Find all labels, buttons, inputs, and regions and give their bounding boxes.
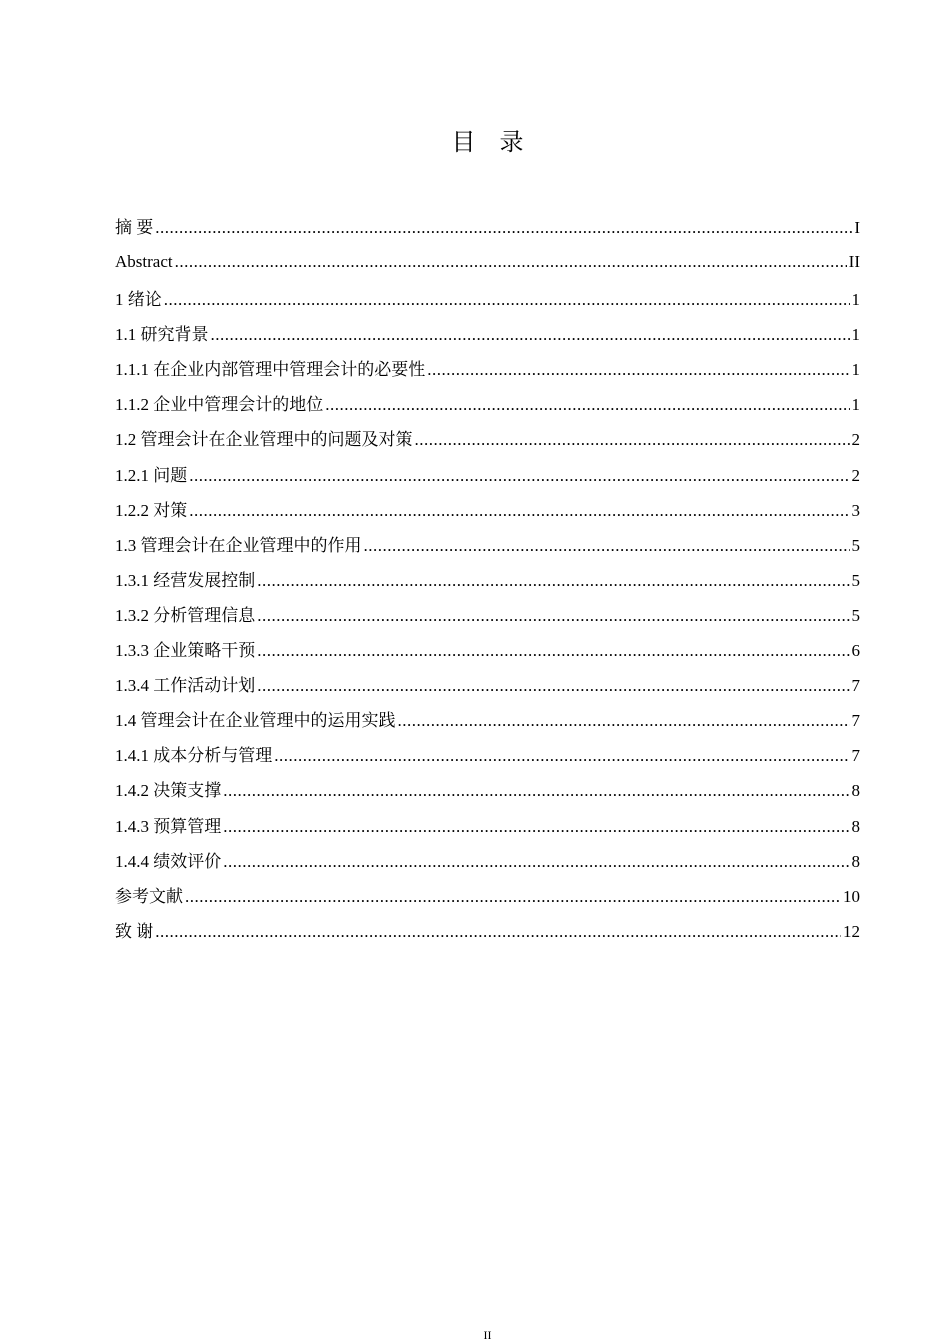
toc-entry-label: 1.3 管理会计在企业管理中的作用 (115, 535, 362, 555)
toc-entry[interactable] (115, 355, 860, 379)
toc-entry-page: 3 (851, 500, 860, 520)
toc-entry-page: 1 (851, 395, 860, 415)
toc-entry-page: 5 (851, 570, 860, 590)
dot-leader (257, 571, 849, 590)
toc-entry-page: 8 (851, 851, 860, 871)
toc-entry[interactable] (115, 320, 860, 344)
dot-leader (155, 218, 852, 237)
dot-leader (155, 922, 841, 941)
toc-entry-page: 2 (851, 430, 860, 450)
dot-leader (415, 430, 850, 449)
toc-entry-page: 12 (843, 921, 860, 941)
toc-entry[interactable] (115, 741, 860, 765)
toc-entry-label: 1.1 研究背景 (115, 325, 209, 345)
toc-entry-page: 10 (843, 886, 860, 906)
toc-entry-page: II (848, 252, 860, 271)
toc-entry[interactable] (115, 601, 860, 625)
toc-entry-label: 1.4.3 预算管理 (115, 816, 222, 836)
toc-entry[interactable] (115, 566, 860, 590)
toc-entry-page: 1 (851, 325, 860, 345)
toc-entry-label: 参考文献 (115, 886, 183, 906)
dot-leader (274, 746, 849, 765)
toc-entry-label: 1.1.1 在企业内部管理中管理会计的必要性 (115, 360, 426, 380)
toc-entry-label: 1.4.4 绩效评价 (115, 851, 222, 871)
dot-leader (211, 325, 850, 344)
toc-entry-label: 1.2 管理会计在企业管理中的问题及对策 (115, 430, 413, 450)
toc-entry[interactable] (115, 706, 860, 730)
toc-entry[interactable] (115, 252, 860, 276)
toc-entry-page: 6 (851, 641, 860, 660)
dot-leader (223, 852, 849, 871)
toc-entry-page: 5 (851, 535, 860, 555)
toc-entry-label: Abstract (115, 252, 173, 271)
toc-entry-page: I (854, 218, 860, 237)
toc-entry-label: 1.4.1 成本分析与管理 (115, 746, 273, 766)
dot-leader (257, 606, 849, 625)
toc-entry-label: 1.3.2 分析管理信息 (115, 605, 256, 625)
toc-entry-page: 7 (851, 711, 860, 731)
toc-entry[interactable] (115, 917, 860, 941)
toc-entry-label: 1.4 管理会计在企业管理中的运用实践 (115, 711, 396, 731)
dot-leader (164, 290, 850, 309)
toc-entry[interactable] (115, 882, 860, 906)
toc-entry-label: 1.3.1 经营发展控制 (115, 570, 256, 590)
dot-leader (175, 252, 847, 272)
toc-entry[interactable] (115, 213, 860, 237)
dot-leader (398, 711, 850, 730)
dot-leader (325, 395, 849, 414)
toc-entry-label: 致 谢 (115, 921, 154, 941)
dot-leader (223, 817, 849, 836)
dot-leader (185, 887, 841, 906)
toc-entry[interactable] (115, 776, 860, 800)
toc-entry[interactable] (115, 425, 860, 449)
toc-entry-page: 2 (851, 465, 860, 485)
toc-entry-page: 8 (851, 816, 860, 836)
toc-entry-label: 摘 要 (115, 218, 154, 237)
toc-entry-page: 7 (851, 746, 860, 766)
toc-entry-label: 1 绪论 (115, 290, 162, 309)
toc-entry-label: 1.2.2 对策 (115, 500, 188, 520)
dot-leader (189, 501, 849, 520)
dot-leader (189, 466, 849, 485)
toc-entry-page: 7 (851, 676, 860, 696)
page-number: II (483, 1328, 492, 1342)
toc-entry[interactable] (115, 390, 860, 414)
toc-entry[interactable] (115, 461, 860, 485)
toc-entry[interactable] (115, 812, 860, 836)
toc-entry-page: 1 (851, 290, 860, 309)
dot-leader (257, 676, 849, 695)
toc-entry-page: 1 (851, 360, 860, 380)
toc-entry-label: 1.4.2 决策支撑 (115, 781, 222, 801)
dot-leader (364, 536, 850, 555)
toc-entry-page: 5 (851, 605, 860, 625)
toc-entry[interactable] (115, 671, 860, 695)
toc-entry[interactable] (115, 285, 860, 309)
toc-entry-label: 1.3.3 企业策略干预 (115, 641, 256, 660)
toc-entry-label: 1.2.1 问题 (115, 465, 188, 485)
dot-leader (223, 781, 849, 800)
toc-entry[interactable] (115, 847, 860, 871)
toc-title: 目 录 (451, 128, 524, 156)
toc-entry[interactable] (115, 496, 860, 520)
toc-entry-label: 1.3.4 工作活动计划 (115, 676, 256, 696)
dot-leader (427, 360, 849, 379)
toc-entry[interactable] (115, 531, 860, 555)
toc-entry[interactable] (115, 636, 860, 660)
dot-leader (257, 641, 849, 660)
toc-entry-page: 8 (851, 781, 860, 801)
toc-entry-label: 1.1.2 企业中管理会计的地位 (115, 395, 324, 415)
